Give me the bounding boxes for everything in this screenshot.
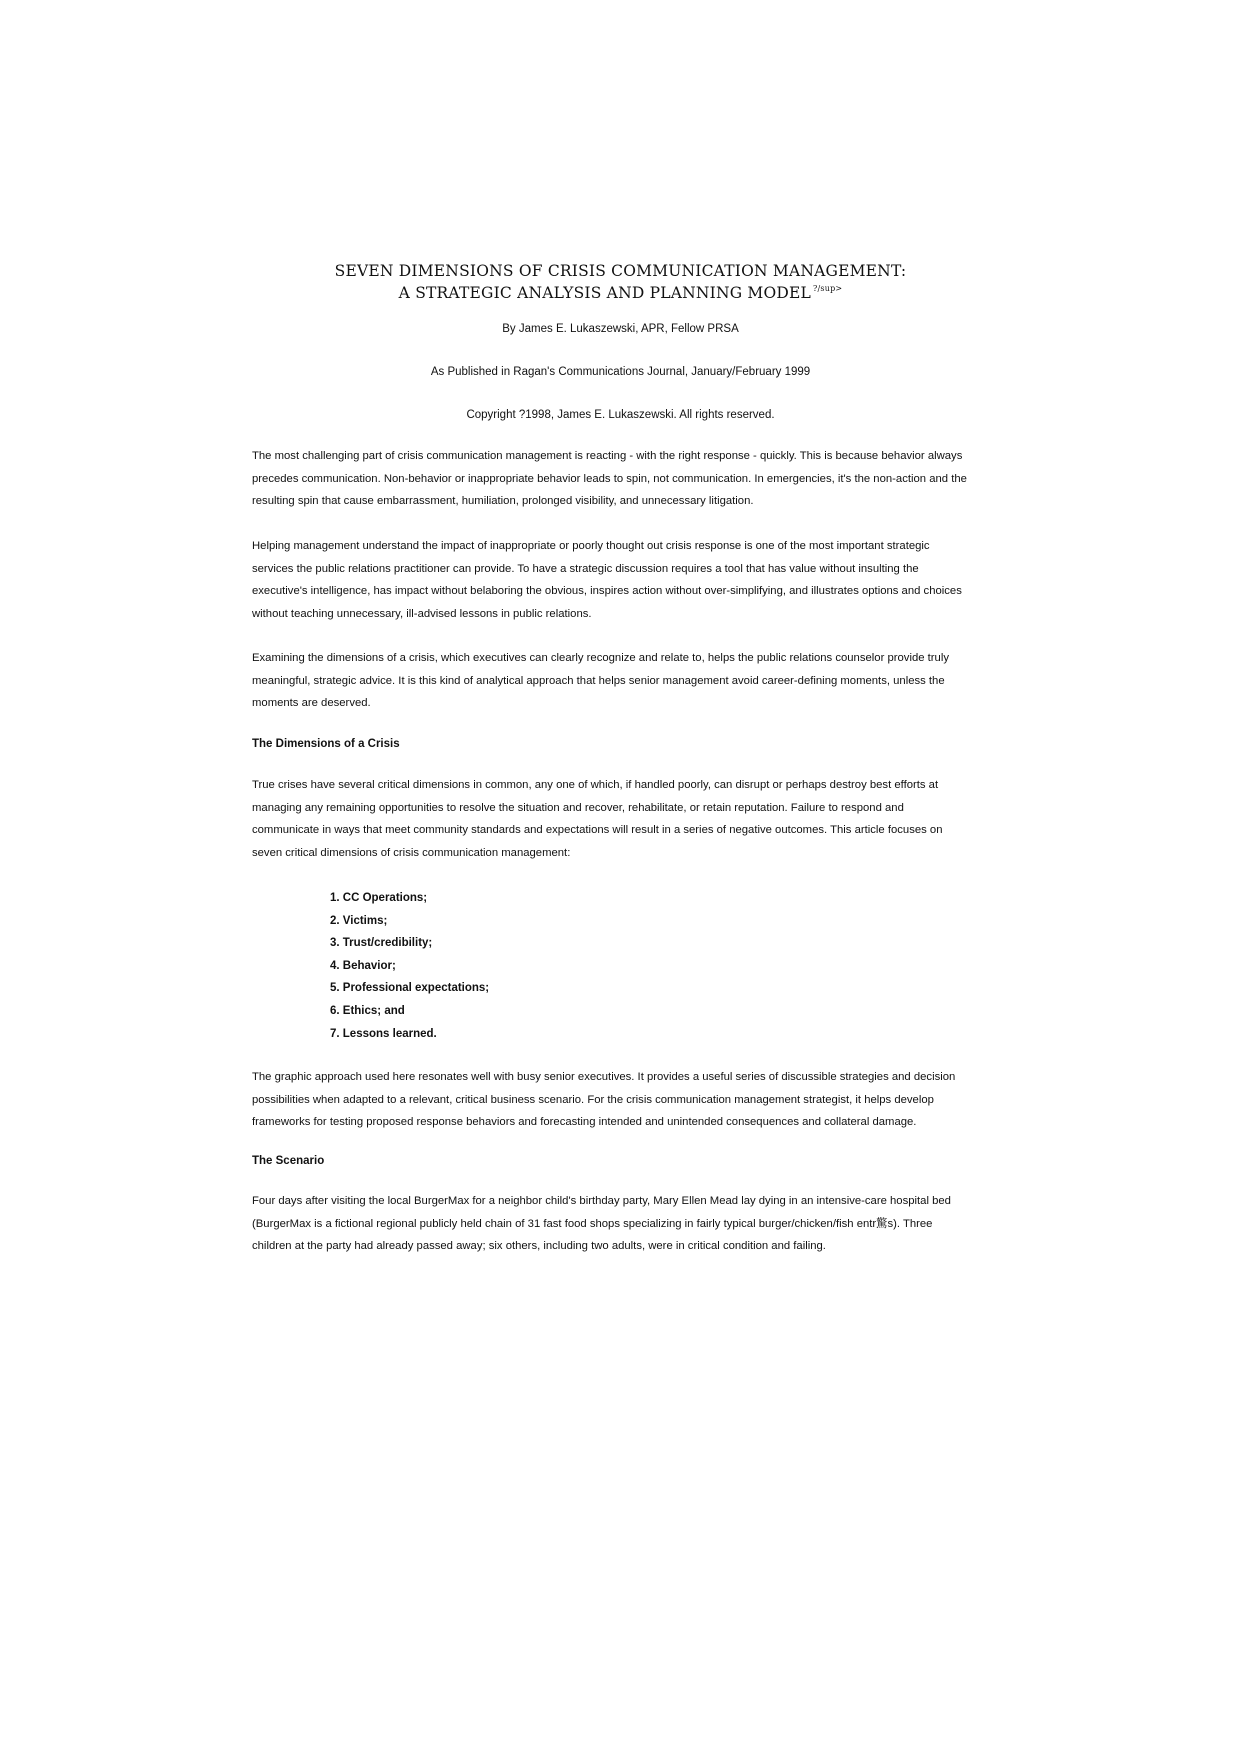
document-title-line-1: SEVEN DIMENSIONS OF CRISIS COMMUNICATION MANAGEMENT:	[334, 262, 907, 280]
paragraph-management: Helping management understand the impact of inappropriate or poorly thought out crisis response is one of the most important strategic services the public relations practitioner can provide. To have a strategic discussion requires a tool that has value without insulting the executive's intelligence, has impact without belaboring the obvious, inspires action without over-simplifying, and illustrates options and choices without teaching unnecessary, ill-advised lessons in public relations.	[252, 540, 962, 620]
paragraph-graphic-approach: The graphic approach used here resonates well with busy senior executives. It provides a useful series of discussible strategies and decision possibilities when adapted to a relevant, critical business scenario. For the crisis communication management strategist, it helps develop frameworks for testing proposed response behaviors and forecasting intended and unintended consequences and collateral damage.	[252, 1071, 956, 1128]
byline: By James E. Lukaszewski, APR, Fellow PRSA	[502, 323, 739, 335]
title-superscript: ?/sup>	[813, 284, 843, 293]
heading-dimensions: The Dimensions of a Crisis	[252, 738, 400, 750]
dimensions-list	[330, 887, 489, 1045]
list-item: 3. Trust/credibility;	[330, 937, 433, 950]
list-item: 4. Behavior;	[330, 959, 396, 972]
list-item: 5. Professional expectations;	[330, 982, 490, 995]
paragraph-intro: The most challenging part of crisis communication management is reacting - with the right response - quickly. This is because behavior always precedes communication. Non-behavior or inappropriate behavior leads to spin, not communication. In emergencies, it's the non-action and the resulting spin that cause embarrassment, humiliation, prolonged visibility, and unnecessary litigation.	[252, 450, 967, 507]
list-item: 6. Ethics; and	[330, 1004, 405, 1017]
list-item: 2. Victims;	[330, 914, 388, 927]
publication-note: As Published in Ragan's Communications Journal, January/February 1999	[430, 366, 811, 378]
paragraph-dimensions: True crises have several critical dimensions in common, any one of which, if handled poorly, can disrupt or perhaps destroy best efforts at managing any remaining opportunities to resolve the situation and recover, rehabilitate, or retain reputation. Failure to respond and communicate in ways that meet community standards and expectations will result in a series of negative outcomes. This article focuses on seven critical dimensions of crisis communication management:	[252, 779, 943, 859]
list-item: 7. Lessons learned.	[330, 1027, 437, 1040]
list-item: 1. CC Operations;	[330, 892, 428, 904]
paragraph-scenario: Four days after visiting the local BurgerMax for a neighbor child's birthday party, Mary Ellen Mead lay dying in an intensive-care hospital bed (BurgerMax is a fictional regional publicly held chain of 31 fast food shops specializing in fairly typical burger/chicken/fish entr驚s). Three children at the party had already passed away; six others, including two adults, were in critical condition and failing.	[252, 1195, 951, 1252]
heading-scenario: The Scenario	[252, 1155, 325, 1167]
document-title-line-2	[0, 284, 1241, 302]
paragraph-dimensions-intro: Examining the dimensions of a crisis, which executives can clearly recognize and relate to, helps the public relations counselor provide truly meaningful, strategic advice. It is this kind of analytical approach that helps senior management avoid career-defining moments, unless the moments are deserved.	[252, 652, 949, 709]
copyright-note: Copyright ?1998, James E. Lukaszewski. All rights reserved.	[466, 409, 775, 421]
title-line-2-text: A STRATEGIC ANALYSIS AND PLANNING MODEL	[398, 284, 812, 302]
